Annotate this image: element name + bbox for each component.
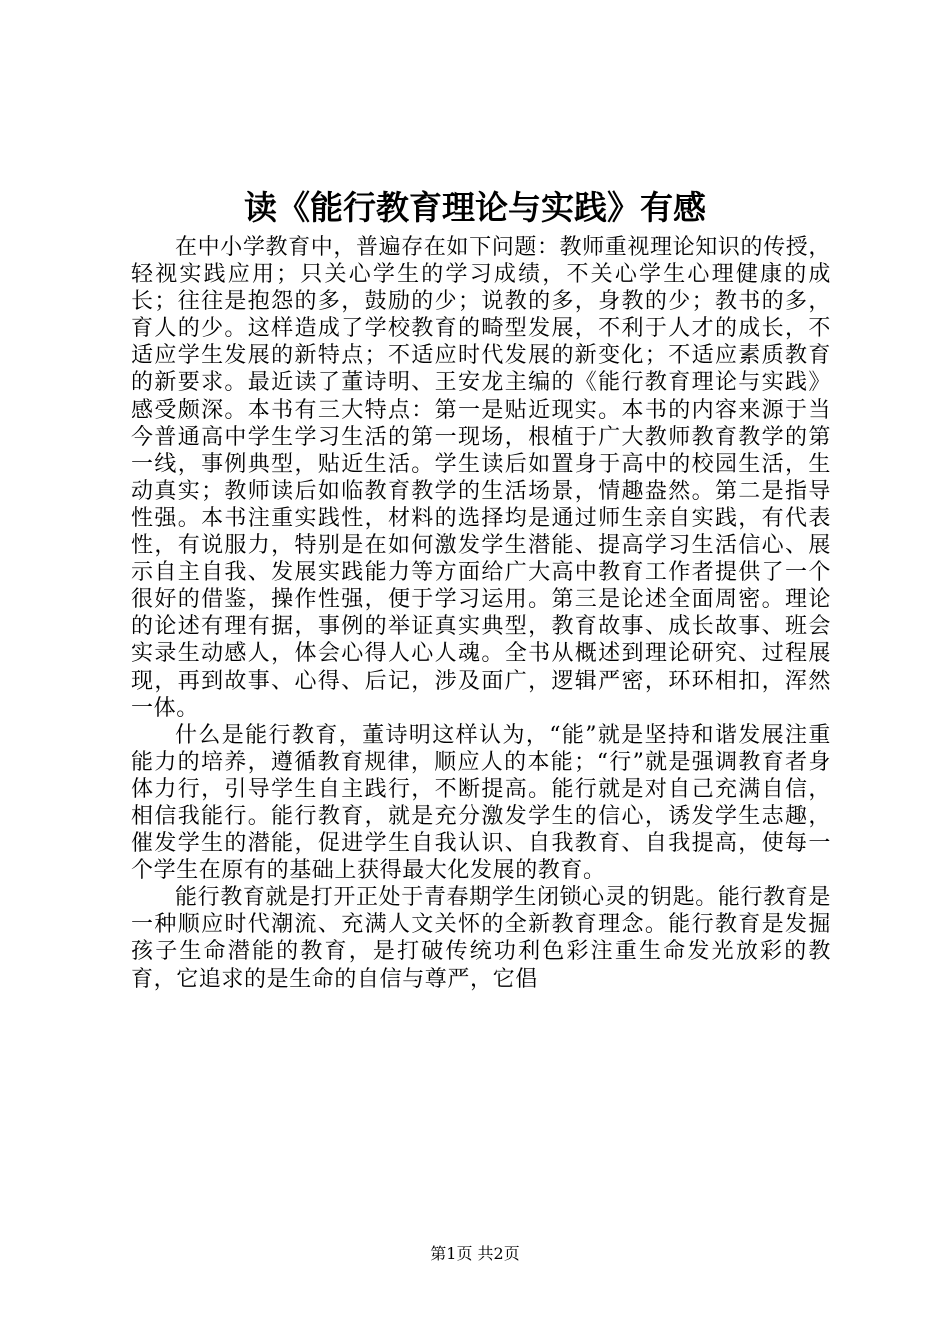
page-number-footer: 第1页 共2页 xyxy=(430,1244,520,1263)
paragraph: 能行教育就是打开正处于青春期学生闭锁心灵的钥匙。能行教育是一种顺应时代潮流、充满人文关怀的全新教育理念。能行教育是发掘孩子生命潜能的教育，是打破传统功利色彩注重生命发光放彩的教育，它追求的是生命的自信与尊严，它倡 xyxy=(131,885,831,992)
paragraph: 在中小学教育中，普遍存在如下问题：教师重视理论知识的传授，轻视实践应用；只关心学生的学习成绩，不关心学生心理健康的成长；往往是抱怨的多，鼓励的少；说教的多，身教的少；教书的多，育人的少。这样造成了学校教育的畸型发展，不利于人才的成长，不适应学生发展的新特点；不适应时代发展的新变化；不适应素质教育的新要求。最近读了董诗明、王安龙主编的《能行教育理论与实践》感受颇深。本书有三大特点：第一是贴近现实。本书的内容来源于当今普通高中学生学习生活的第一现场，根植于广大教师教育教学的第一线，事例典型，贴近生活。学生读后如置身于高中的校园生活，生动真实；教师读后如临教育教学的生活场景，情趣盎然。第二是指导性强。本书注重实践性，材料的选择均是通过师生亲自实践，有代表性，有说服力，特别是在如何激发学生潜能、提高学习生活信心、展示自主自我、发展实践能力等方面给广大高中教育工作者提供了一个很好的借鉴，操作性强，便于学习运用。第三是论述全面周密。理论的论述有理有据，事例的举证真实典型，教育故事、成长故事、班会实录生动感人，体会心得人心人魂。全书从概述到理论研究、过程展现，再到故事、心得、后记，涉及面广，逻辑严密，环环相扣，浑然一体。 xyxy=(131,235,831,721)
document-title: 读《能行教育理论与实践》有感 xyxy=(244,188,706,227)
document-body xyxy=(131,234,831,993)
paragraph: 什么是能行教育，董诗明这样认为，“能”就是坚持和谐发展注重能力的培养，遵循教育规律，顺应人的本能；“行”就是强调教育者身体力行，引导学生自主践行，不断提高。能行就是对自己充满自信，相信我能行。能行教育，就是充分激发学生的信心，诱发学生志趣，催发学生的潜能，促进学生自我认识、自我教育、自我提高，使每一个学生在原有的基础上获得最大化发展的教育。 xyxy=(131,722,831,884)
